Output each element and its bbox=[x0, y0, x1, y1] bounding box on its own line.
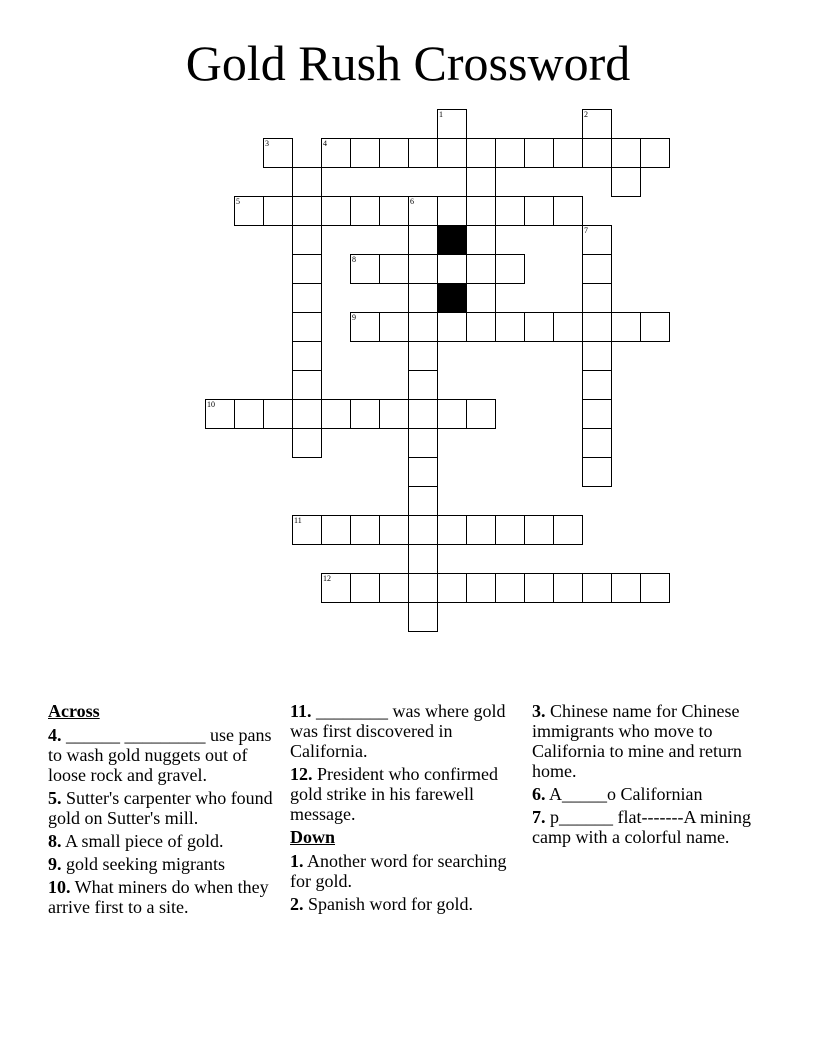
grid-cell[interactable] bbox=[234, 196, 264, 226]
clue-number-label: 2. bbox=[290, 894, 304, 914]
grid-cell[interactable] bbox=[524, 138, 554, 168]
grid-cell[interactable] bbox=[263, 138, 293, 168]
clue-column-2 bbox=[290, 701, 522, 917]
grid-block bbox=[437, 283, 467, 313]
clue-text: Another word for searching for gold. bbox=[290, 851, 507, 891]
grid-cell[interactable] bbox=[582, 399, 612, 429]
clue-number-label: 8. bbox=[48, 831, 62, 851]
grid-cell[interactable] bbox=[582, 138, 612, 168]
grid-cell[interactable] bbox=[408, 196, 438, 226]
grid-cell[interactable] bbox=[437, 515, 467, 545]
grid-cell[interactable] bbox=[466, 573, 496, 603]
clue-text: ______ _________ use pans to wash gold nuggets out of loose rock and gravel. bbox=[48, 725, 272, 785]
clue-number: 2 bbox=[584, 110, 588, 119]
grid-cell[interactable] bbox=[640, 573, 670, 603]
clue-number: 5 bbox=[236, 197, 240, 206]
clue-number: 4 bbox=[323, 139, 327, 148]
grid-cell[interactable] bbox=[292, 196, 322, 226]
grid-cell[interactable] bbox=[611, 167, 641, 197]
grid-cell[interactable] bbox=[582, 254, 612, 284]
clue-item bbox=[48, 725, 280, 785]
grid-cell[interactable] bbox=[234, 399, 264, 429]
grid-cell[interactable] bbox=[495, 515, 525, 545]
grid-cell[interactable] bbox=[524, 573, 554, 603]
grid-cell[interactable] bbox=[553, 515, 583, 545]
clue-text: What miners do when they arrive first to a site. bbox=[48, 877, 269, 917]
grid-cell[interactable] bbox=[495, 254, 525, 284]
grid-cell[interactable] bbox=[292, 399, 322, 429]
grid-cell[interactable] bbox=[379, 138, 409, 168]
grid-cell[interactable] bbox=[379, 399, 409, 429]
grid-cell[interactable] bbox=[553, 312, 583, 342]
clue-item bbox=[290, 701, 522, 761]
clue-text: Spanish word for gold. bbox=[303, 894, 473, 914]
grid-cell[interactable] bbox=[379, 573, 409, 603]
grid-cell[interactable] bbox=[495, 196, 525, 226]
clue-number-label: 3. bbox=[532, 701, 546, 721]
grid-cell[interactable] bbox=[408, 486, 438, 516]
grid-cell[interactable] bbox=[408, 457, 438, 487]
grid-cell[interactable] bbox=[640, 312, 670, 342]
grid-cell[interactable] bbox=[263, 196, 293, 226]
clue-number-label: 11. bbox=[290, 701, 312, 721]
grid-cell[interactable] bbox=[321, 138, 351, 168]
grid-cell[interactable] bbox=[263, 399, 293, 429]
grid-cell[interactable] bbox=[408, 515, 438, 545]
grid-cell[interactable] bbox=[466, 225, 496, 255]
grid-cell[interactable] bbox=[408, 602, 438, 632]
grid-block bbox=[437, 225, 467, 255]
grid-cell[interactable] bbox=[495, 573, 525, 603]
grid-cell[interactable] bbox=[292, 225, 322, 255]
grid-cell[interactable] bbox=[582, 109, 612, 139]
grid-cell[interactable] bbox=[292, 341, 322, 371]
clue-number: 1 bbox=[439, 110, 443, 119]
grid-cell[interactable] bbox=[553, 138, 583, 168]
clue-text: President who confirmed gold strike in his farewell message. bbox=[290, 764, 498, 824]
clue-number: 11 bbox=[294, 516, 302, 525]
clue-number-label: 1. bbox=[290, 851, 304, 871]
grid-cell[interactable] bbox=[611, 573, 641, 603]
grid-cell[interactable] bbox=[582, 341, 612, 371]
clue-number: 6 bbox=[410, 197, 414, 206]
grid-cell[interactable] bbox=[495, 312, 525, 342]
grid-cell[interactable] bbox=[553, 573, 583, 603]
grid-cell[interactable] bbox=[379, 254, 409, 284]
clue-number: 3 bbox=[265, 139, 269, 148]
grid-cell[interactable] bbox=[495, 138, 525, 168]
grid-cell[interactable] bbox=[466, 312, 496, 342]
grid-cell[interactable] bbox=[582, 370, 612, 400]
grid-cell[interactable] bbox=[466, 167, 496, 197]
grid-cell[interactable] bbox=[408, 370, 438, 400]
grid-cell[interactable] bbox=[611, 312, 641, 342]
grid-cell[interactable] bbox=[582, 428, 612, 458]
clue-text: ________ was where gold was first discovered in California. bbox=[290, 701, 506, 761]
grid-cell[interactable] bbox=[292, 283, 322, 313]
grid-cell[interactable] bbox=[379, 196, 409, 226]
grid-cell[interactable] bbox=[466, 283, 496, 313]
grid-cell[interactable] bbox=[437, 312, 467, 342]
across-heading: Across bbox=[48, 701, 100, 721]
grid-cell[interactable] bbox=[582, 283, 612, 313]
clue-column-3 bbox=[532, 701, 764, 850]
clue-number: 12 bbox=[323, 574, 331, 583]
clue-text: gold seeking migrants bbox=[61, 854, 225, 874]
clue-number: 8 bbox=[352, 255, 356, 264]
clue-number-label: 5. bbox=[48, 788, 62, 808]
grid-cell[interactable] bbox=[350, 573, 380, 603]
clue-number-label: 4. bbox=[48, 725, 62, 745]
grid-cell[interactable] bbox=[408, 312, 438, 342]
grid-cell[interactable] bbox=[205, 399, 235, 429]
clue-text: p______ flat-------A mining camp with a colorful name. bbox=[532, 807, 751, 847]
grid-cell[interactable] bbox=[466, 138, 496, 168]
clue-item bbox=[532, 807, 764, 847]
grid-cell[interactable] bbox=[466, 196, 496, 226]
clue-number-label: 6. bbox=[532, 784, 546, 804]
grid-cell[interactable] bbox=[553, 196, 583, 226]
clue-number-label: 10. bbox=[48, 877, 71, 897]
grid-cell[interactable] bbox=[350, 254, 380, 284]
clue-text: Chinese name for Chinese immigrants who move to California to mine and return home. bbox=[532, 701, 742, 781]
clue-number-label: 12. bbox=[290, 764, 313, 784]
grid-cell[interactable] bbox=[582, 457, 612, 487]
grid-cell[interactable] bbox=[466, 515, 496, 545]
grid-cell[interactable] bbox=[466, 254, 496, 284]
grid-cell[interactable] bbox=[408, 225, 438, 255]
grid-cell[interactable] bbox=[321, 515, 351, 545]
clue-text: A small piece of gold. bbox=[61, 831, 224, 851]
grid-cell[interactable] bbox=[350, 138, 380, 168]
clue-number-label: 7. bbox=[532, 807, 546, 827]
grid-cell[interactable] bbox=[582, 312, 612, 342]
page-title: Gold Rush Crossword bbox=[185, 35, 631, 91]
grid-cell[interactable] bbox=[437, 399, 467, 429]
clue-text: Sutter's carpenter who found gold on Sutter's mill. bbox=[48, 788, 273, 828]
clue-item bbox=[290, 851, 522, 891]
clue-item bbox=[532, 784, 764, 804]
grid-cell[interactable] bbox=[292, 254, 322, 284]
grid-cell[interactable] bbox=[408, 399, 438, 429]
clue-item bbox=[48, 854, 280, 874]
clue-item bbox=[532, 701, 764, 781]
grid-cell[interactable] bbox=[582, 573, 612, 603]
clue-item bbox=[290, 894, 522, 914]
grid-cell[interactable] bbox=[292, 428, 322, 458]
grid-cell[interactable] bbox=[524, 515, 554, 545]
clue-column-1 bbox=[48, 701, 280, 920]
grid-cell[interactable] bbox=[379, 515, 409, 545]
grid-cell[interactable] bbox=[350, 399, 380, 429]
clue-number-label: 9. bbox=[48, 854, 62, 874]
grid-cell[interactable] bbox=[292, 515, 322, 545]
grid-cell[interactable] bbox=[321, 573, 351, 603]
grid-cell[interactable] bbox=[437, 196, 467, 226]
grid-cell[interactable] bbox=[437, 138, 467, 168]
grid-cell[interactable] bbox=[292, 312, 322, 342]
grid-cell[interactable] bbox=[408, 544, 438, 574]
grid-cell[interactable] bbox=[350, 515, 380, 545]
grid-cell[interactable] bbox=[524, 196, 554, 226]
grid-cell[interactable] bbox=[524, 312, 554, 342]
grid-cell[interactable] bbox=[408, 283, 438, 313]
grid-cell[interactable] bbox=[640, 138, 670, 168]
grid-cell[interactable] bbox=[408, 341, 438, 371]
clue-item bbox=[290, 764, 522, 824]
clue-item bbox=[48, 831, 280, 851]
grid-cell[interactable] bbox=[408, 254, 438, 284]
grid-cell[interactable] bbox=[379, 312, 409, 342]
grid-cell[interactable] bbox=[292, 370, 322, 400]
clue-item bbox=[48, 788, 280, 828]
grid-cell[interactable] bbox=[292, 167, 322, 197]
grid-cell[interactable] bbox=[321, 196, 351, 226]
grid-cell[interactable] bbox=[582, 225, 612, 255]
clue-number: 9 bbox=[352, 313, 356, 322]
grid-cell[interactable] bbox=[437, 573, 467, 603]
clue-number: 7 bbox=[584, 226, 588, 235]
grid-cell[interactable] bbox=[321, 399, 351, 429]
grid-cell[interactable] bbox=[408, 428, 438, 458]
clue-text: A_____o Californian bbox=[545, 784, 703, 804]
clue-item bbox=[48, 877, 280, 917]
down-heading: Down bbox=[290, 827, 336, 847]
grid-cell[interactable] bbox=[350, 196, 380, 226]
grid-cell[interactable] bbox=[350, 312, 380, 342]
grid-cell[interactable] bbox=[611, 138, 641, 168]
clue-number: 10 bbox=[207, 400, 215, 409]
grid-cell[interactable] bbox=[466, 399, 496, 429]
grid-cell[interactable] bbox=[437, 109, 467, 139]
grid-cell[interactable] bbox=[408, 573, 438, 603]
grid-cell[interactable] bbox=[408, 138, 438, 168]
